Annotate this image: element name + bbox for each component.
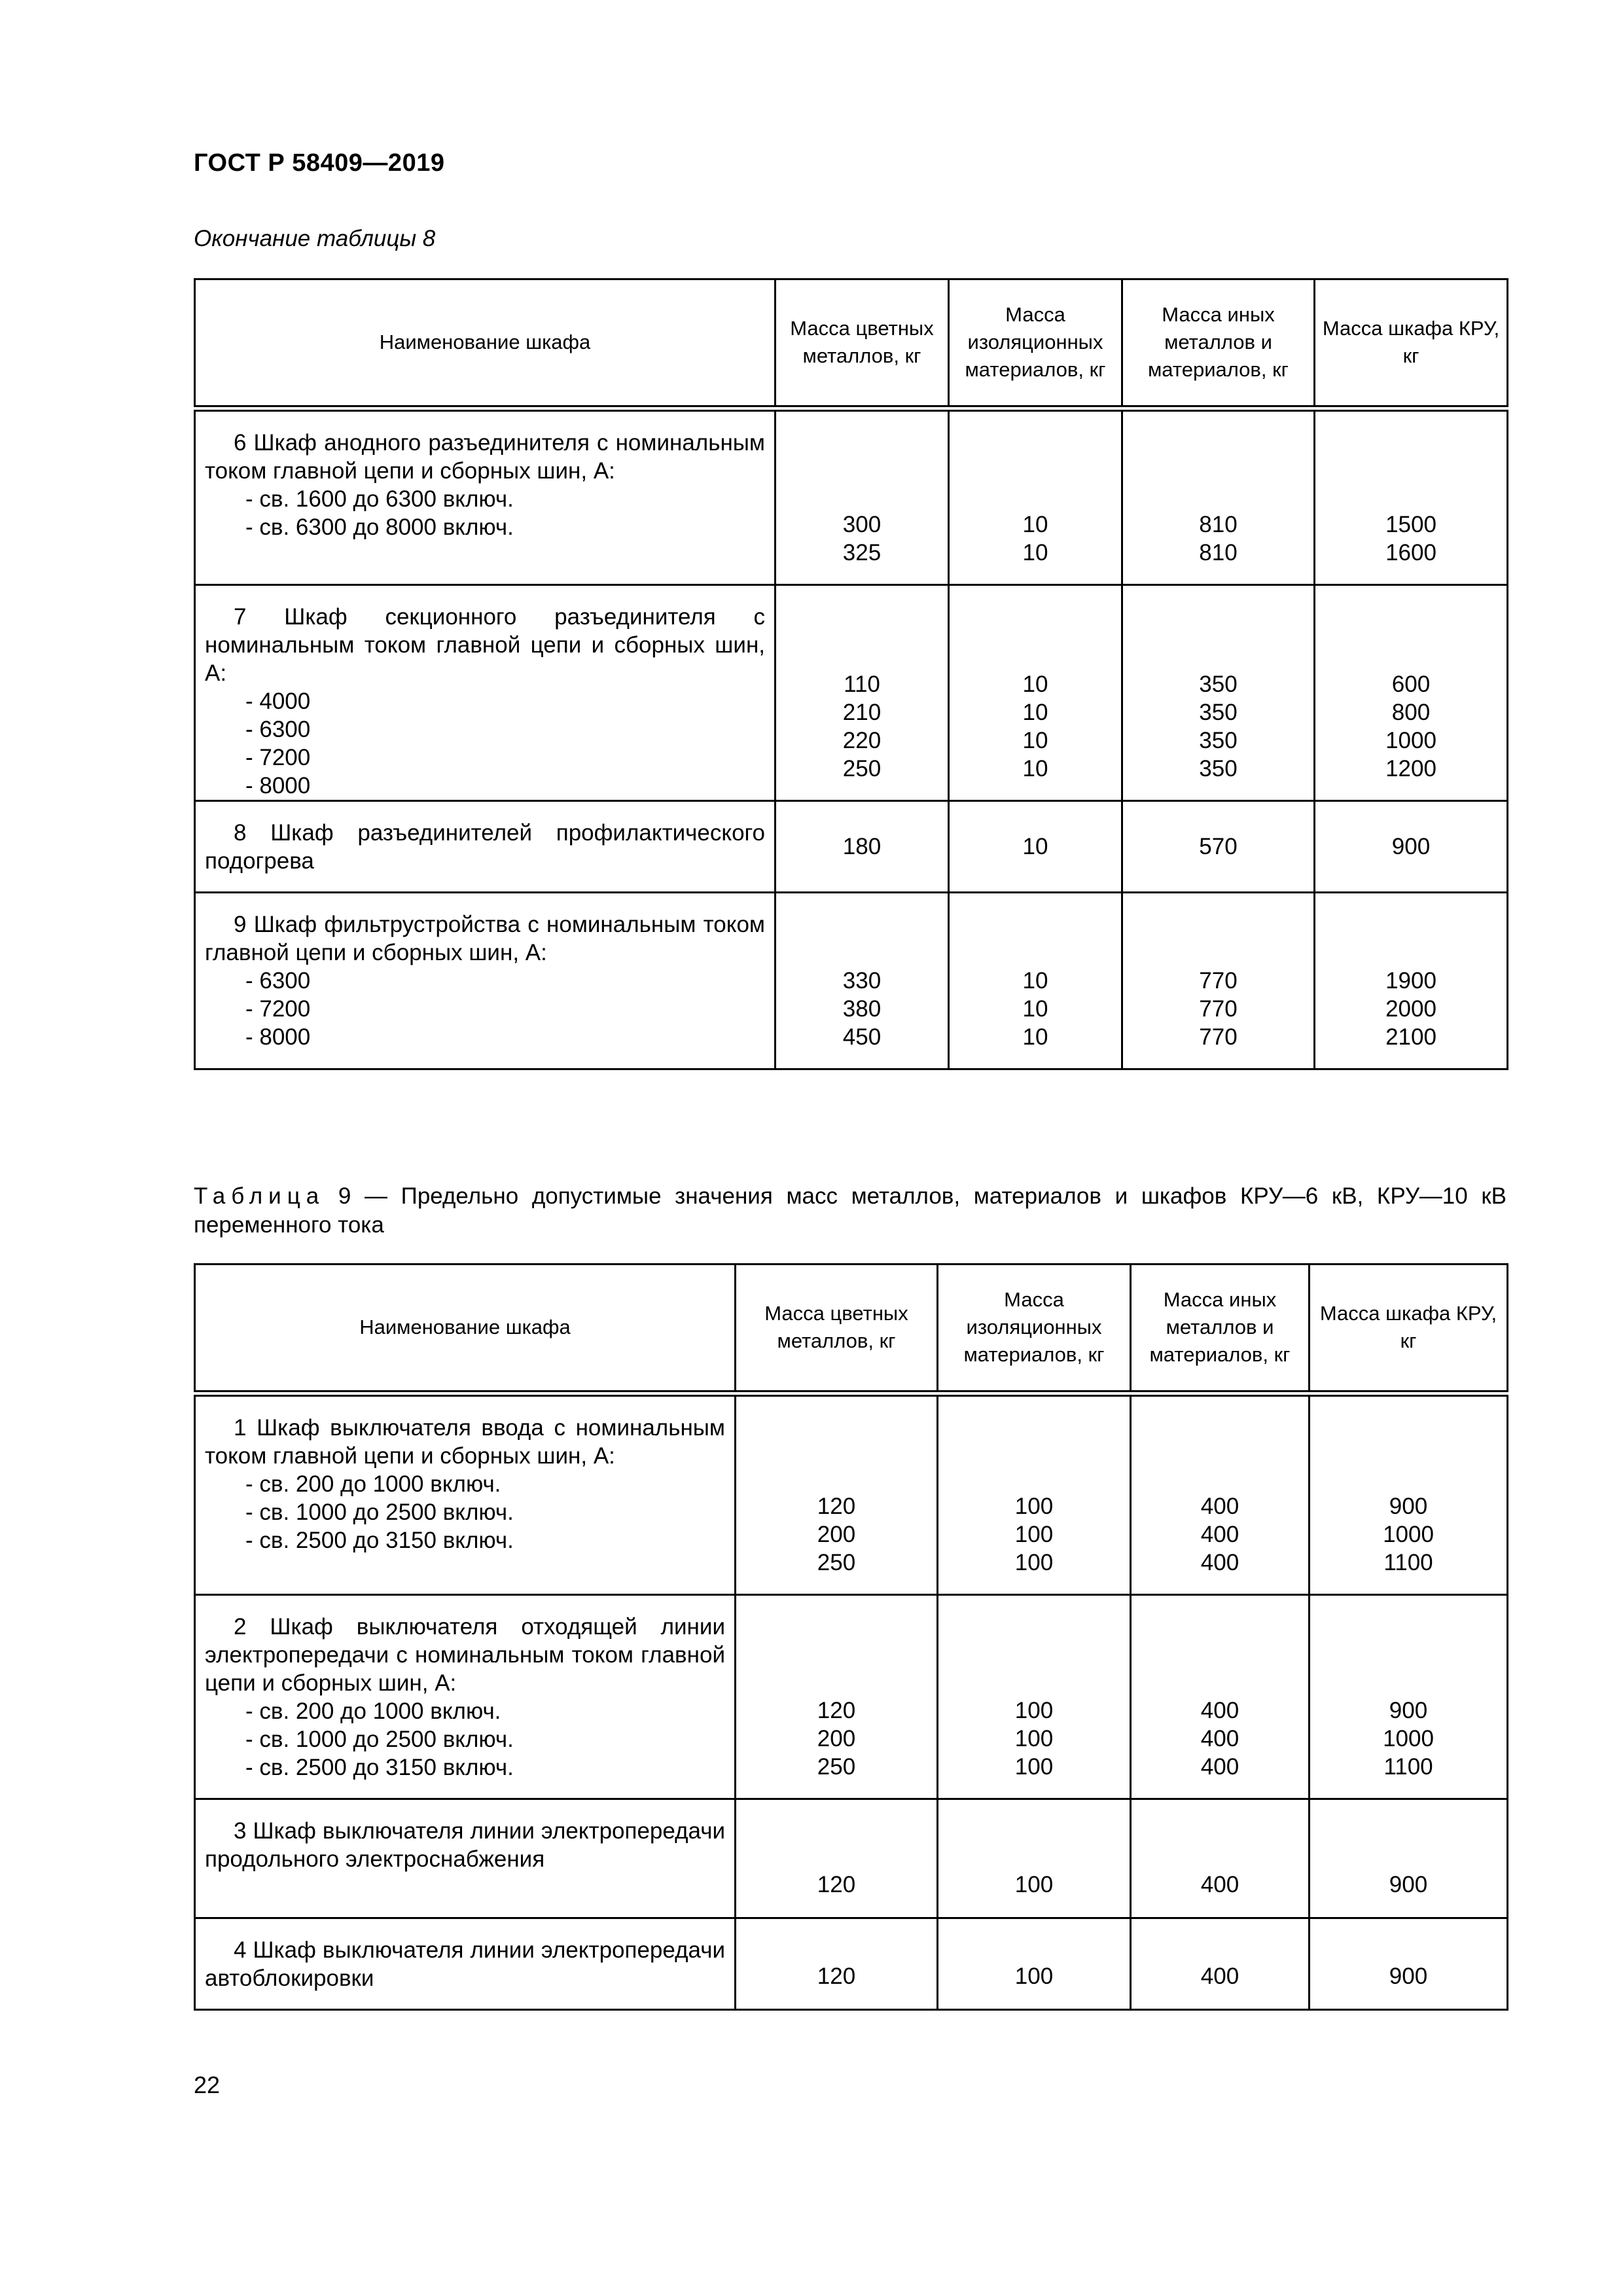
value: 10 <box>1022 700 1048 725</box>
cabinet-cell <box>1315 585 1508 801</box>
rating-item: - св. 1600 до 6300 включ. <box>245 486 514 512</box>
value: 100 <box>1014 1872 1054 1897</box>
value: 400 <box>1200 1964 1240 1989</box>
insulation-cell <box>949 585 1122 801</box>
cabinet-cell <box>1310 1595 1508 1799</box>
table-9 <box>194 1263 1508 2011</box>
value: 10 <box>1022 540 1048 565</box>
value: 10 <box>1022 756 1048 781</box>
rating-item: - св. 200 до 1000 включ. <box>245 1698 501 1724</box>
cabinet-title: 8 Шкаф разъединителей профилактического подогрева <box>205 820 765 874</box>
value: 250 <box>817 1550 856 1575</box>
nonferrous-cell <box>736 1799 938 1918</box>
rating-item: - св. 2500 до 3150 включ. <box>245 1527 514 1553</box>
nonferrous-cell <box>776 893 949 1069</box>
nonferrous-cell <box>776 801 949 893</box>
table9-caption <box>194 1182 1507 1240</box>
insulation-cell <box>949 893 1122 1069</box>
value: 120 <box>817 1964 856 1989</box>
value: 1900 <box>1385 968 1436 994</box>
cabinet-name-cell <box>195 1799 736 1918</box>
value: 450 <box>842 1024 882 1050</box>
value: 250 <box>817 1754 856 1780</box>
table-row <box>195 1393 1508 1595</box>
cabinet-title: 4 Шкаф выключателя линии электропередачи автоблокировки <box>205 1937 725 1991</box>
value: 180 <box>842 834 882 859</box>
value: 2000 <box>1385 996 1436 1022</box>
other-cell <box>1131 1393 1310 1595</box>
value: 1600 <box>1385 540 1436 565</box>
value: 120 <box>817 1494 856 1519</box>
insulation-cell <box>938 1393 1131 1595</box>
value: 100 <box>1014 1494 1054 1519</box>
value: 400 <box>1200 1494 1240 1519</box>
value: 120 <box>817 1872 856 1897</box>
value: 400 <box>1200 1522 1240 1547</box>
value: 250 <box>842 756 882 781</box>
table-row <box>195 585 1508 801</box>
cabinet-title: 9 Шкаф фильтрустройства с номинальным током главной цепи и сборных шин, А: <box>205 912 765 965</box>
insulation-cell <box>938 1595 1131 1799</box>
value: 350 <box>1199 672 1238 697</box>
col-header-name: Наименование шкафа <box>195 1265 736 1393</box>
other-cell <box>1131 1918 1310 2010</box>
value: 800 <box>1391 700 1431 725</box>
value: 330 <box>842 968 882 994</box>
value: 300 <box>842 512 882 537</box>
cabinet-name-cell <box>195 1918 736 2010</box>
value: 350 <box>1199 756 1238 781</box>
col-header-cabinet: Масса шкафа КРУ, кг <box>1315 279 1508 408</box>
value: 100 <box>1014 1964 1054 1989</box>
value: 770 <box>1199 996 1238 1022</box>
rating-item: - 7200 <box>245 996 311 1022</box>
cabinet-title: 1 Шкаф выключателя ввода с номинальным током главной цепи и сборных шин, А: <box>205 1414 725 1469</box>
value: 900 <box>1389 1964 1428 1989</box>
table-8-body <box>195 408 1508 1069</box>
col-header-name: Наименование шкафа <box>195 279 776 408</box>
page-number: 22 <box>194 2072 221 2098</box>
insulation-cell <box>938 1918 1131 2010</box>
value: 770 <box>1199 968 1238 994</box>
value: 570 <box>1199 834 1238 859</box>
value: 220 <box>842 728 882 753</box>
table-8 <box>194 278 1508 1070</box>
value: 100 <box>1014 1550 1054 1575</box>
value: 10 <box>1022 672 1048 697</box>
value: 900 <box>1389 1698 1428 1723</box>
table-row <box>195 801 1508 893</box>
cabinet-cell <box>1315 408 1508 585</box>
rating-item: - 6300 <box>245 717 311 742</box>
table-row <box>195 1595 1508 1799</box>
value: 900 <box>1389 1872 1428 1897</box>
cabinet-title: 7 Шкаф секционного разъединителя с номинальным током главной цепи и сборных шин, А: <box>205 604 765 686</box>
table-header-row <box>195 279 1508 408</box>
value: 10 <box>1022 968 1048 994</box>
rating-item: - 6300 <box>245 968 311 994</box>
value: 1100 <box>1383 1754 1433 1780</box>
rating-item: - 4000 <box>245 689 311 714</box>
cabinet-title: 2 Шкаф выключателя отходящей линии электропередачи с номинальным током главной цепи и сборных шин, А: <box>205 1614 725 1696</box>
value: 350 <box>1199 700 1238 725</box>
table-row <box>195 1918 1508 2010</box>
value: 10 <box>1022 834 1048 859</box>
cabinet-name-cell <box>195 585 776 801</box>
value: 10 <box>1022 1024 1048 1050</box>
value: 2100 <box>1385 1024 1436 1050</box>
value: 100 <box>1014 1698 1054 1723</box>
other-cell <box>1131 1595 1310 1799</box>
table9-caption-number: 9 <box>338 1183 351 1209</box>
value: 200 <box>817 1522 856 1547</box>
nonferrous-cell <box>736 1595 938 1799</box>
table-header-row <box>195 1265 1508 1393</box>
value: 110 <box>844 672 880 697</box>
cabinet-name-cell <box>195 801 776 893</box>
value: 100 <box>1014 1726 1054 1751</box>
value: 100 <box>1014 1754 1054 1780</box>
insulation-cell <box>949 408 1122 585</box>
value: 10 <box>1022 512 1048 537</box>
rating-item: - св. 2500 до 3150 включ. <box>245 1755 514 1780</box>
value: 900 <box>1391 834 1431 859</box>
table8-continuation-caption: Окончание таблицы 8 <box>194 226 436 251</box>
value: 400 <box>1200 1726 1240 1751</box>
value: 100 <box>1014 1522 1054 1547</box>
col-header-other: Масса иных металлов и материалов, кг <box>1122 279 1315 408</box>
insulation-cell <box>949 801 1122 893</box>
table-row <box>195 893 1508 1069</box>
value: 810 <box>1199 512 1238 537</box>
rating-item: - св. 200 до 1000 включ. <box>245 1471 501 1497</box>
value: 325 <box>842 540 882 565</box>
value: 900 <box>1389 1494 1428 1519</box>
value: 400 <box>1200 1754 1240 1780</box>
other-cell <box>1122 408 1315 585</box>
other-cell <box>1122 801 1315 893</box>
value: 400 <box>1200 1550 1240 1575</box>
cabinet-title: 3 Шкаф выключателя линии электропередачи продольного электроснабжения <box>205 1818 725 1872</box>
insulation-cell <box>938 1799 1131 1918</box>
value: 200 <box>817 1726 856 1751</box>
cabinet-cell <box>1310 1918 1508 2010</box>
col-header-nonferrous: Масса цветных металлов, кг <box>776 279 949 408</box>
other-cell <box>1122 893 1315 1069</box>
value: 1200 <box>1385 756 1436 781</box>
cabinet-name-cell <box>195 408 776 585</box>
cabinet-title: 6 Шкаф анодного разъединителя с номинальным током главной цепи и сборных шин, А: <box>205 429 765 484</box>
value: 810 <box>1199 540 1238 565</box>
value: 210 <box>842 700 882 725</box>
value: 1000 <box>1383 1522 1434 1547</box>
value: 400 <box>1200 1872 1240 1897</box>
rating-item: - 8000 <box>245 773 311 798</box>
table-row <box>195 1799 1508 1918</box>
table-row <box>195 408 1508 585</box>
rating-item: - св. 1000 до 2500 включ. <box>245 1727 514 1752</box>
col-header-insulation: Масса изоляционных материалов, кг <box>938 1265 1131 1393</box>
value: 770 <box>1199 1024 1238 1050</box>
col-header-insulation: Масса изоляционных материалов, кг <box>949 279 1122 408</box>
cabinet-cell <box>1310 1393 1508 1595</box>
rating-item: - св. 1000 до 2500 включ. <box>245 1499 514 1525</box>
value: 10 <box>1022 728 1048 753</box>
cabinet-name-cell <box>195 1393 736 1595</box>
cabinet-cell <box>1315 893 1508 1069</box>
other-cell <box>1122 585 1315 801</box>
value: 120 <box>817 1698 856 1723</box>
col-header-other: Масса иных металлов и материалов, кг <box>1131 1265 1310 1393</box>
standard-header: ГОСТ Р 58409—2019 <box>194 149 445 177</box>
cabinet-name-cell <box>195 1595 736 1799</box>
value: 1500 <box>1385 512 1436 537</box>
nonferrous-cell <box>736 1393 938 1595</box>
value: 1000 <box>1385 728 1436 753</box>
cabinet-name-cell <box>195 893 776 1069</box>
value: 1100 <box>1383 1550 1433 1575</box>
cabinet-cell <box>1310 1799 1508 1918</box>
col-header-nonferrous: Масса цветных металлов, кг <box>736 1265 938 1393</box>
value: 1000 <box>1383 1726 1434 1751</box>
other-cell <box>1131 1799 1310 1918</box>
value: 350 <box>1199 728 1238 753</box>
rating-item: - св. 6300 до 8000 включ. <box>245 514 514 540</box>
nonferrous-cell <box>776 408 949 585</box>
value: 380 <box>842 996 882 1022</box>
table-9-body <box>195 1393 1508 2010</box>
cabinet-cell <box>1315 801 1508 893</box>
nonferrous-cell <box>736 1918 938 2010</box>
nonferrous-cell <box>776 585 949 801</box>
value: 400 <box>1200 1698 1240 1723</box>
value: 600 <box>1391 672 1431 697</box>
value: 10 <box>1022 996 1048 1022</box>
col-header-cabinet: Масса шкафа КРУ, кг <box>1310 1265 1508 1393</box>
table9-caption-text: — Предельно допустимые значения масс металлов, материалов и шкафов КРУ—6 кВ, КРУ—10 кВ переменного тока <box>194 1183 1507 1238</box>
table9-caption-prefix: Таблица <box>194 1183 325 1209</box>
rating-item: - 8000 <box>245 1024 311 1050</box>
rating-item: - 7200 <box>245 745 311 770</box>
